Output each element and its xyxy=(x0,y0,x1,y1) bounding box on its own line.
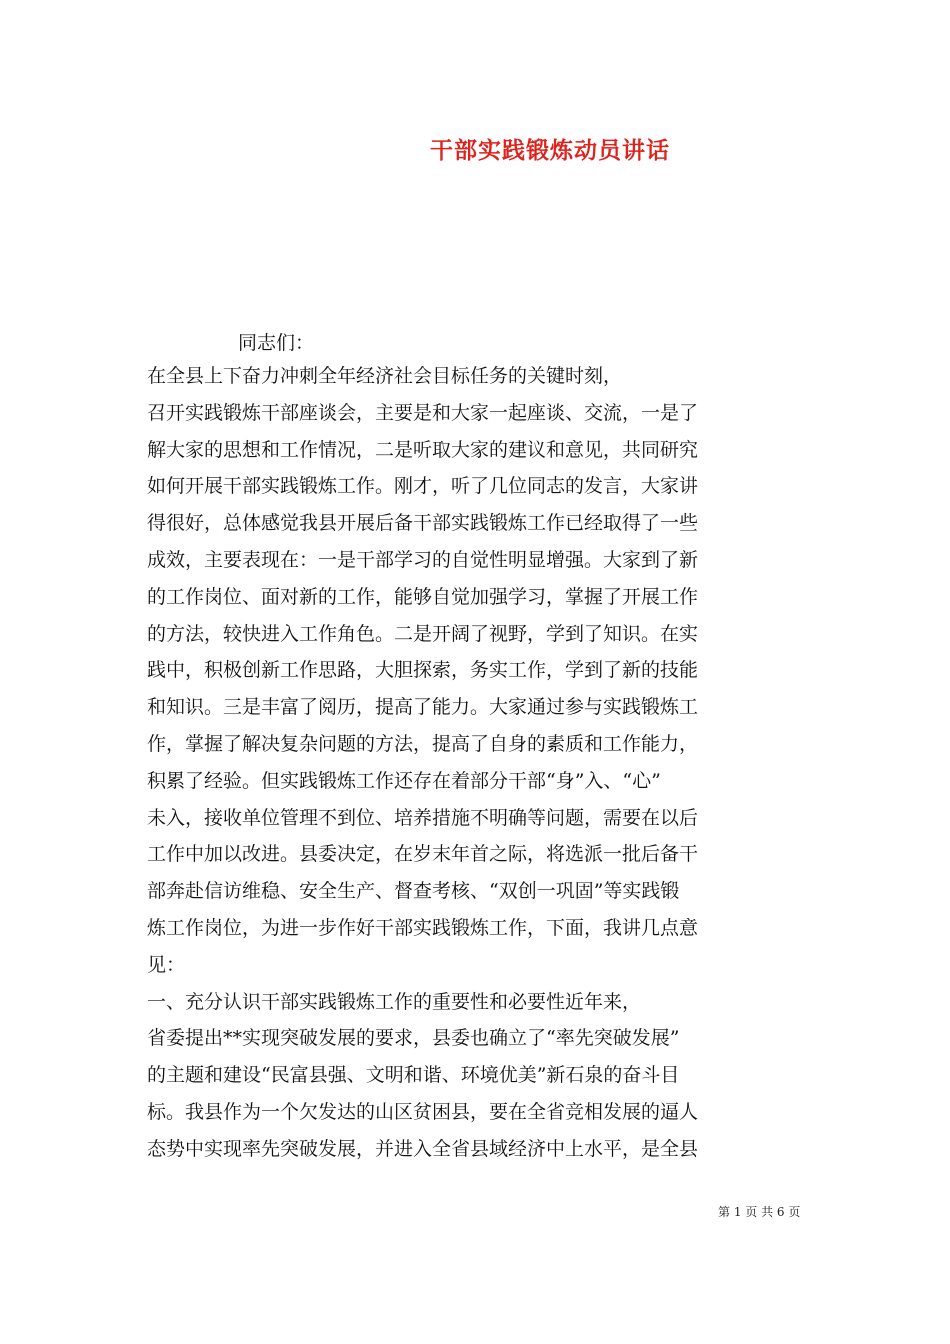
text-line: 态势中实现率先突破发展，并进入全省县域经济中上水平，是全县 xyxy=(147,1137,699,1160)
text-line: 的方法，较快进入工作角色。二是开阔了视野，学到了知识。在实 xyxy=(147,622,699,645)
text-line: 如何开展干部实践锻炼工作。刚才，听了几位同志的发言，大家讲 xyxy=(147,475,699,498)
page-footer: 第 1 页 共 6 页 xyxy=(718,1205,801,1219)
text-line: 见： xyxy=(147,953,186,976)
text-line: 的主题和建设“民富县强、文明和谐、环境优美”新石泉的奋斗目 xyxy=(147,1064,680,1087)
text-line: 解大家的思想和工作情况，二是听取大家的建议和意见，共同研究 xyxy=(147,438,699,461)
text-line: 一、充分认识干部实践锻炼工作的重要性和必要性近年来， xyxy=(147,990,642,1013)
document-title: 干部实践锻炼动员讲话 xyxy=(430,137,670,164)
text-line: 省委提出**实现突破发展的要求，县委也确立了“率先突破发展” xyxy=(147,1027,680,1050)
text-line: 的工作岗位、面对新的工作，能够自觉加强学习，掌握了开展工作 xyxy=(147,585,699,608)
text-line: 和知识。三是丰富了阅历，提高了能力。大家通过参与实践锻炼工 xyxy=(147,696,699,719)
text-line: 召开实践锻炼干部座谈会，主要是和大家一起座谈、交流，一是了 xyxy=(147,401,699,424)
text-line: 部奔赴信访维稳、安全生产、督查考核、“双创一巩固”等实践锻 xyxy=(147,880,680,903)
text-line: 成效，主要表现在：一是干部学习的自觉性明显增强。大家到了新 xyxy=(147,548,699,571)
text-line: 作，掌握了解决复杂问题的方法，提高了自身的素质和工作能力， xyxy=(147,732,699,755)
salutation: 同志们： xyxy=(238,332,315,354)
text-line: 工作中加以改进。县委决定，在岁末年首之际，将选派一批后备干 xyxy=(147,843,699,866)
text-line: 标。我县作为一个欠发达的山区贫困县，要在全省竞相发展的逼人 xyxy=(147,1100,699,1123)
text-line: 在全县上下奋力冲刺全年经济社会目标任务的关键时刻， xyxy=(147,365,623,387)
body-text xyxy=(147,358,812,1168)
text-line: 积累了经验。但实践锻炼工作还存在着部分干部“身”入、“心” xyxy=(147,769,661,792)
text-line: 未入，接收单位管理不到位、培养措施不明确等问题，需要在以后 xyxy=(147,806,699,829)
text-line: 得很好，总体感觉我县开展后备干部实践锻炼工作已经取得了一些 xyxy=(147,512,699,535)
text-line: 践中，积极创新工作思路，大胆探索，务实工作，学到了新的技能 xyxy=(147,659,699,682)
text-line: 炼工作岗位，为进一步作好干部实践锻炼工作，下面，我讲几点意 xyxy=(147,916,699,939)
document-title-wrap xyxy=(0,132,950,165)
